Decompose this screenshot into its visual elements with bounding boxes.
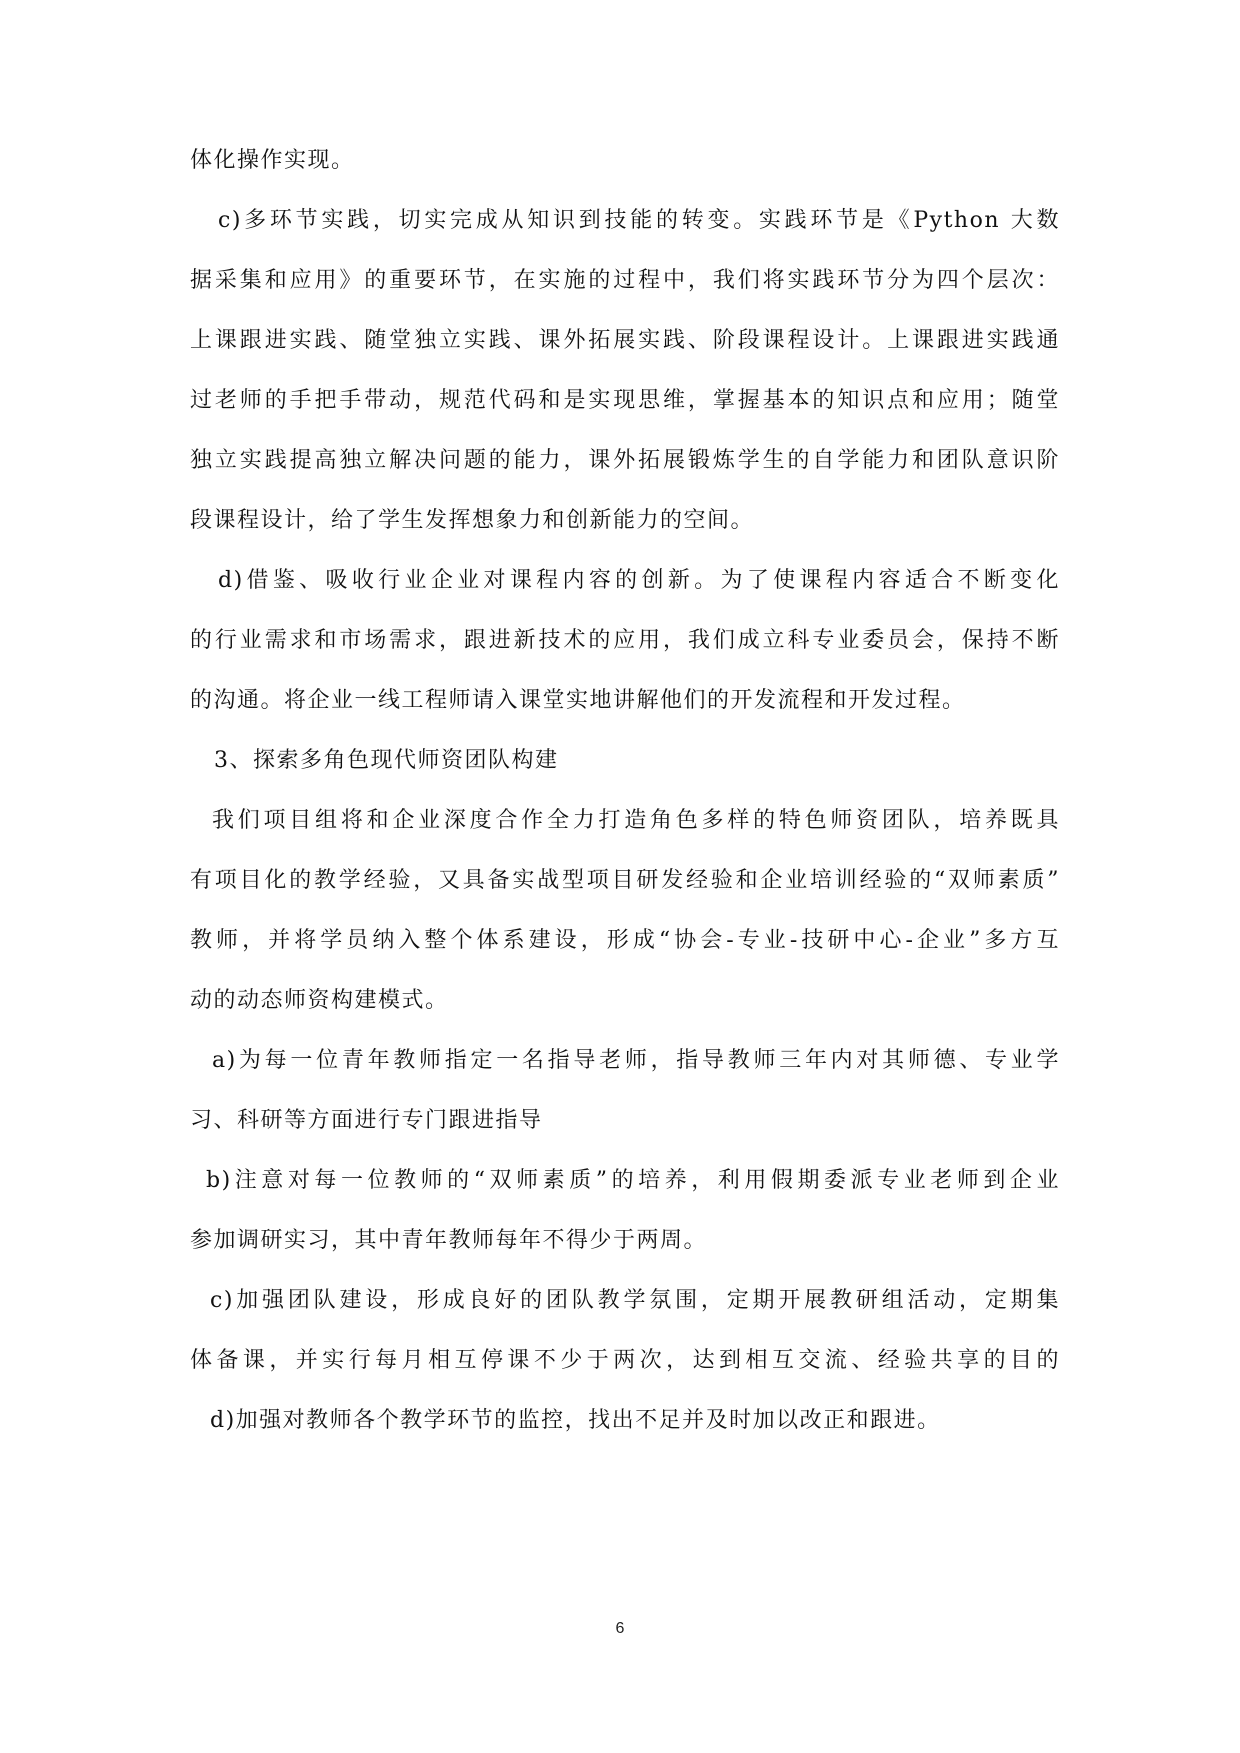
- text-line: c)加强团队建设，形成良好的团队教学氛围，定期开展教研组活动，定期集: [210, 1288, 1060, 1313]
- text-line: 的行业需求和市场需求，跟进新技术的应用，我们成立科专业委员会，保持不断: [190, 628, 1060, 653]
- text-line: 体化操作实现。: [190, 148, 355, 173]
- text-line: 独立实践提高独立解决问题的能力，课外拓展锻炼学生的自学能力和团队意识阶: [190, 448, 1060, 473]
- text-line: 动的动态师资构建模式。: [190, 988, 449, 1013]
- text-line: d)加强对教师各个教学环节的监控，找出不足并及时加以改正和跟进。: [210, 1408, 941, 1433]
- text-line: 段课程设计，给了学生发挥想象力和创新能力的空间。: [190, 508, 755, 533]
- text-line: b)注意对每一位教师的“双师素质”的培养，利用假期委派专业老师到企业: [206, 1168, 1060, 1193]
- page-number: 6: [615, 1620, 625, 1637]
- text-line: c)多环节实践，切实完成从知识到技能的转变。实践环节是《Python 大数: [218, 208, 1060, 233]
- text-line: a)为每一位青年教师指定一名指导老师，指导教师三年内对其师德、专业学: [212, 1048, 1060, 1073]
- text-line: 的沟通。将企业一线工程师请入课堂实地讲解他们的开发流程和开发过程。: [190, 688, 966, 713]
- text-line: 习、科研等方面进行专门跟进指导: [190, 1108, 543, 1133]
- text-line: 我们项目组将和企业深度合作全力打造角色多样的特色师资团队，培养既具: [212, 808, 1060, 833]
- text-line: 教师，并将学员纳入整个体系建设，形成“协会-专业-技研中心-企业”多方互: [190, 928, 1060, 953]
- section-heading: 3、探索多角色现代师资团队构建: [214, 748, 559, 773]
- text-line: 过老师的手把手带动，规范代码和是实现思维，掌握基本的知识点和应用；随堂: [190, 388, 1060, 413]
- text-line: 有项目化的教学经验，又具备实战型项目研发经验和企业培训经验的“双师素质”: [190, 868, 1060, 893]
- text-line: 据采集和应用》的重要环节，在实施的过程中，我们将实践环节分为四个层次：: [190, 268, 1060, 293]
- text-line: d)借鉴、吸收行业企业对课程内容的创新。为了使课程内容适合不断变化: [218, 568, 1060, 593]
- text-line: 参加调研实习，其中青年教师每年不得少于两周。: [190, 1228, 708, 1253]
- text-line: 上课跟进实践、随堂独立实践、课外拓展实践、阶段课程设计。上课跟进实践通: [190, 328, 1060, 353]
- text-line: 体备课，并实行每月相互停课不少于两次，达到相互交流、经验共享的目的: [190, 1348, 1060, 1373]
